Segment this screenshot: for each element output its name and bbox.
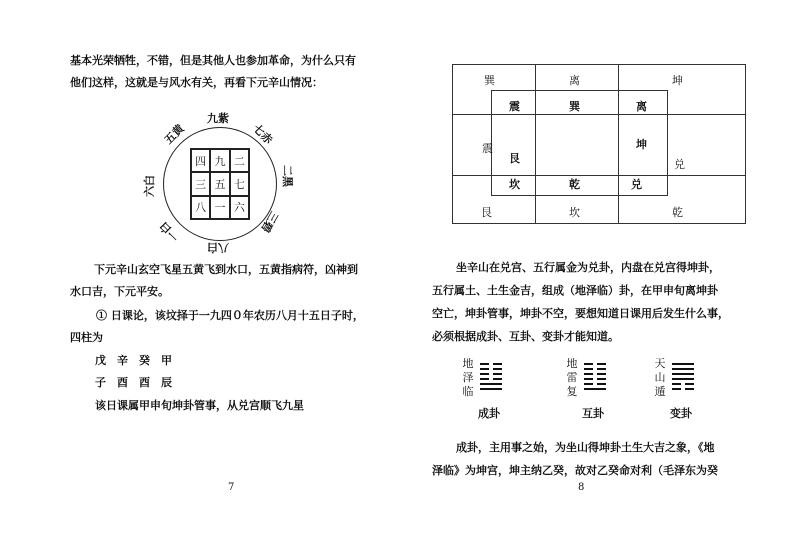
grid-cell: 六 [230,196,249,219]
outer-top-left: 巽 [484,74,495,87]
para2-line-1: ① 日课论，该坟择于一九四０年农历八月十五日子时， [96,309,364,322]
hexagram-line [480,378,502,380]
page-number: 7 [228,482,235,493]
hexagram-caption: 互卦 [582,407,604,420]
ring-label-bottom-left: 一白 [156,219,182,245]
grid-cell: 四 [191,149,210,172]
right-page [396,0,793,560]
hexagram-line [584,378,606,380]
grid-cell: 一 [210,196,229,219]
grid-cell: 二 [230,149,249,172]
hexagram-caption: 成卦 [478,407,500,420]
ring-label-left: 六白 [143,175,156,197]
grid-cell: 五 [210,172,229,195]
hexagram-line [672,363,694,365]
pillars-stems: 戊 辛 癸 甲 [95,354,172,367]
hexagram-caption: 变卦 [670,407,692,420]
ring-label-top-right: 七赤 [250,121,276,147]
inner-bot-right: 兑 [631,178,642,191]
pillars-branches: 子 酉 酉 辰 [95,376,172,389]
star-chart-grid [190,148,250,220]
hexagram-line [584,373,606,375]
outer-top-right: 坤 [672,74,683,87]
inner-top-left: 震 [509,100,520,113]
hexagram-line [672,373,694,375]
para1-line-4: 必须根据成卦、互卦、变卦才能知道。 [432,330,619,343]
ring-label-top: 九紫 [207,112,229,125]
ring-label-bottom: 八白 [207,241,229,254]
outer-mid-left: 震 [482,142,493,155]
outer-top-mid: 离 [569,74,580,87]
para2-line-1: 成卦，主用事之始，为坐山得坤卦土生大吉之象，《地 [456,441,715,454]
para1-line-2: 水口吉，下元平安。 [70,285,169,298]
intro-line-1: 基本光荣牺牲，不错，但是其他人也参加革命，为什么只有 [70,54,356,67]
hexagram-line [672,368,694,370]
hexagram-line [480,368,502,370]
hexagram-line [584,388,606,390]
ring-label-top-left: 五黄 [161,121,187,147]
para1-line-2: 五行属土、土生金吉，组成（地泽临）卦，在甲申旬离坤卦 [432,284,718,297]
inner-mid-right: 坤 [636,138,647,151]
hexagram-line [672,378,694,380]
ring-label-bottom-right: 三碧 [258,208,281,235]
hexagram-name: 地 雷 复 [566,357,578,398]
outer-bot-right: 乾 [672,206,683,219]
ring-label-right: 二黑 [281,165,294,187]
inner-bot-left: 坎 [509,178,520,191]
hexagram-name: 天 山 遁 [654,357,666,398]
outer-mid-right: 兑 [674,158,685,171]
hexagram-name: 地 泽 临 [462,357,474,398]
hexagram-line [584,368,606,370]
hexagram-line [584,383,606,385]
inner-mid-left: 艮 [509,152,520,165]
hexagram-line [480,383,502,385]
para1-line-3: 空亡，坤卦管事，坤卦不空，要想知道日课用后发生什么事， [432,307,729,320]
hexagram-line [672,383,694,385]
hexagram-line [480,388,502,390]
grid-cell: 八 [191,196,210,219]
inner-top-right: 离 [636,100,647,113]
hexagram-line [480,373,502,375]
para3: 该日课属甲申旬坤卦管事，从兑宫顺飞九星 [95,399,304,412]
grid-cell: 三 [191,172,210,195]
hexagram-line [584,363,606,365]
hexagram-line [672,388,694,390]
page-number: 8 [578,482,585,493]
para2-line-2: 泽临》为坤宫，坤主纳乙癸，故对乙癸命对利（毛泽东为癸 [432,464,718,477]
grid-cell: 七 [230,172,249,195]
outer-bot-mid: 坎 [569,206,580,219]
grid-cell: 九 [210,149,229,172]
hexagram-line [480,363,502,365]
outer-bot-left: 艮 [481,206,492,219]
para1-line-1: 坐辛山在兑宫、五行属金为兑卦，内盘在兑宫得坤卦， [456,261,720,274]
para1-line-1: 下元辛山玄空飞星五黄飞到水口，五黄指病符，凶神到 [94,263,358,276]
inner-bot-mid: 乾 [569,178,580,191]
inner-top-mid: 巽 [569,100,580,113]
para2-line-2: 四柱为 [70,331,103,344]
intro-line-2: 他们这样，这就是与风水有关，再看下元辛山情况： [70,76,323,89]
outer-divider-rows [452,114,746,176]
left-page [0,0,396,560]
